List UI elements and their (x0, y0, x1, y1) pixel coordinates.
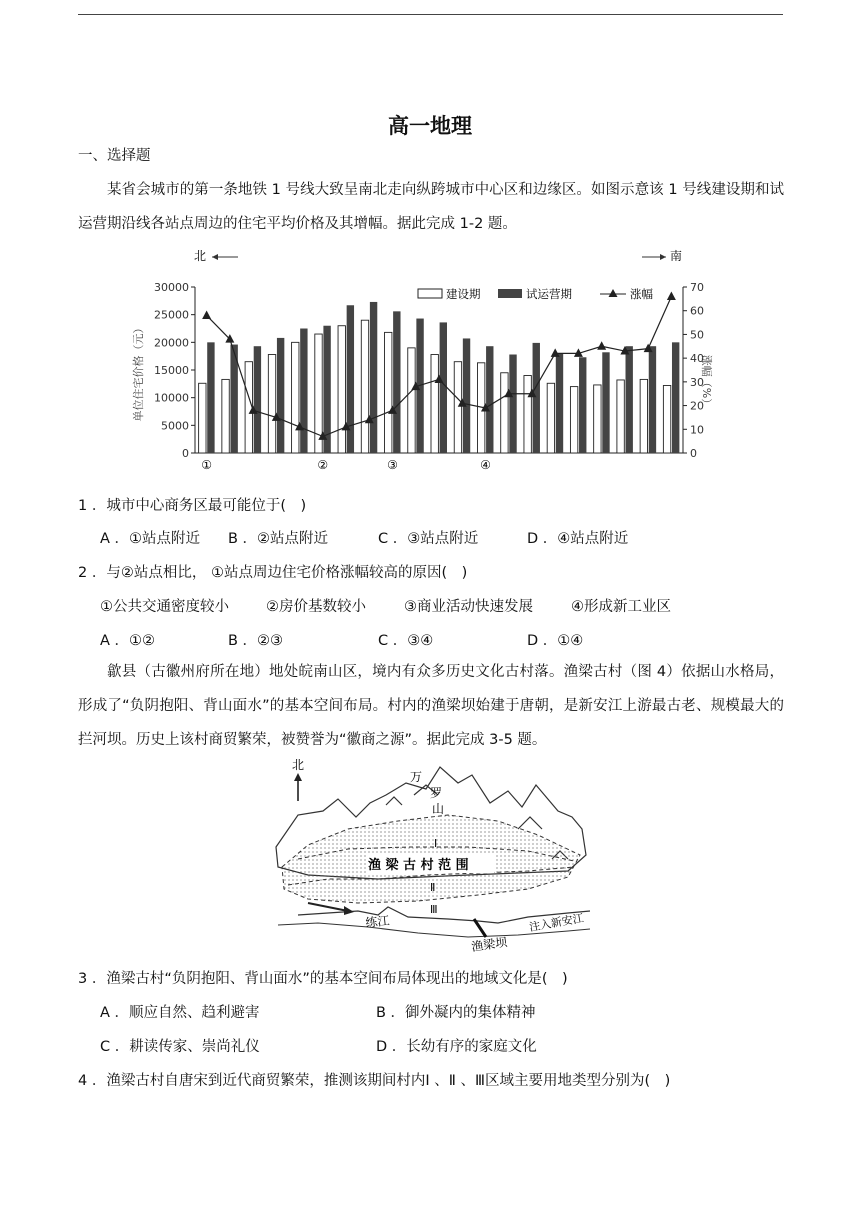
q3-option-c[interactable]: C ．耕读传家、崇尚礼仪 (100, 1039, 260, 1055)
bar-construction (292, 342, 299, 453)
q3-option-b[interactable]: B ．御外凝内的集体精神 (376, 1005, 536, 1021)
q2-option-a[interactable]: A ．①② (100, 633, 156, 649)
bar-construction (570, 387, 577, 453)
station-label: ② (317, 458, 329, 472)
bar-construction (501, 373, 508, 453)
growth-point (551, 348, 560, 357)
growth-point (667, 291, 676, 300)
legend-label-growth: 涨幅 (630, 287, 653, 301)
bar-construction (617, 380, 624, 453)
y-right-tick-label: 70 (690, 281, 704, 294)
bar-trial (207, 342, 214, 453)
station-label: ① (201, 458, 213, 472)
bar-construction (268, 355, 275, 453)
y-tick-label: 5000 (161, 419, 189, 433)
bar-trial (672, 342, 679, 453)
direction-north: 北 (194, 249, 207, 263)
y-right-tick-label: 50 (690, 328, 704, 342)
q2-item-1: ①公共交通密度较小 (100, 599, 229, 615)
q1-option-d[interactable]: D ．④站点附近 (527, 531, 629, 547)
bar-trial (602, 352, 609, 453)
bar-trial (393, 311, 400, 453)
bar-construction (222, 379, 229, 453)
q4-stem: 4 ．渔梁古村自唐宋到近代商贸繁荣，推测该期间村内Ⅰ 、Ⅱ 、Ⅲ区域主要用地类型分别为( ) (78, 1073, 671, 1089)
q2-option-b[interactable]: B ．②③ (228, 633, 284, 649)
y-right-tick-label: 40 (690, 352, 704, 366)
outflow-label: 注入新安江 (528, 911, 585, 934)
bar-construction (361, 320, 368, 453)
bar-construction (547, 383, 554, 453)
zone-3-label: Ⅲ (430, 903, 438, 916)
q2-option-c[interactable]: C ．③④ (378, 633, 434, 649)
y-right-tick-label: 0 (690, 447, 697, 460)
y-tick-label: 30000 (154, 281, 189, 294)
bar-construction (431, 355, 438, 453)
north-arrow-icon (292, 758, 304, 801)
zone-1-label: Ⅰ (434, 837, 438, 850)
bar-construction (245, 362, 252, 453)
bar-trial (626, 346, 633, 453)
bar-construction (640, 379, 647, 453)
q2-option-d[interactable]: D ．①④ (527, 633, 584, 649)
header-rule (78, 14, 783, 15)
bar-construction (199, 383, 206, 453)
q1-option-b[interactable]: B ．②站点附近 (228, 531, 329, 547)
growth-point (202, 310, 211, 319)
bar-construction (594, 385, 601, 453)
q3-option-d[interactable]: D ．长幼有序的家庭文化 (376, 1039, 537, 1055)
bar-construction (663, 385, 670, 453)
y-tick-label: 0 (182, 447, 189, 460)
station-label: ④ (480, 458, 491, 472)
q1-stem: 1 ．城市中心商务区最可能位于( ) (78, 498, 307, 514)
station-label: ③ (387, 458, 398, 472)
bar-trial (300, 329, 307, 454)
y-right-tick-label: 20 (690, 399, 704, 413)
bar-construction (454, 362, 461, 453)
q2-item-4: ④形成新工业区 (571, 599, 671, 615)
q1-option-a[interactable]: A ．①站点附近 (100, 531, 201, 547)
zone-2-label: Ⅱ (430, 881, 436, 894)
y-tick-label: 15000 (154, 364, 189, 377)
bar-trial (277, 338, 284, 453)
bar-construction (408, 348, 415, 453)
bar-trial (579, 357, 586, 453)
bar-trial (347, 305, 354, 453)
q2-item-2: ②房价基数较小 (266, 599, 366, 615)
y-tick-label: 20000 (154, 336, 189, 350)
svg-text:罗: 罗 (430, 786, 443, 800)
y-axis-label: 单位住宅价格（元） (132, 322, 145, 422)
bar-trial (370, 302, 377, 453)
y-tick-label: 10000 (154, 391, 189, 405)
bar-trial (254, 346, 261, 453)
chart-legend (418, 287, 653, 301)
housing-price-chart (130, 244, 713, 476)
bar-trial (649, 346, 656, 453)
bar-trial (509, 355, 516, 453)
bar-trial (556, 353, 563, 453)
yuliang-village-map (268, 755, 598, 955)
section-heading: 一、选择题 (78, 148, 151, 164)
page-title: 高一地理 (388, 114, 472, 138)
q2-item-3: ③商业活动快速发展 (404, 599, 533, 615)
dam-label: 渔梁坝 (470, 935, 509, 954)
bar-trial (440, 322, 447, 453)
q3-stem: 3 ．渔梁古村“负阴抱阳、背山面水”的基本空间布局体现出的地域文化是( ) (78, 971, 568, 987)
direction-labels (194, 248, 682, 263)
bar-trial (463, 338, 470, 453)
y-axis-right-label: 涨幅（%） (700, 354, 713, 410)
legend-label-construction: 建设期 (446, 287, 481, 301)
river-label: 练江 (364, 913, 391, 930)
bar-trial (486, 346, 493, 453)
y-right-tick-label: 30 (690, 375, 704, 389)
passage-2: 歙县（古徽州府所在地）地处皖南山区，境内有众多历史文化古村落。渔梁古村（图 4）依据山水格局，形成了“负阴抱阳、背山面水”的基本空间布局。村内的渔梁坝始建于唐朝，是新安江上游最古老、规模最大的拦河坝。历史上该村商贸繁荣，被赞誉为“徽商之源”。据此完成 3-5 题。 (78, 664, 784, 748)
y-right-tick-label: 10 (690, 423, 704, 437)
bar-construction (385, 332, 392, 453)
growth-point (597, 341, 606, 350)
legend-label-trial: 试运营期 (526, 287, 572, 301)
svg-text:山: 山 (432, 802, 445, 816)
bar-trial (533, 343, 540, 453)
q3-option-a[interactable]: A ．顺应自然、趋利避害 (100, 1005, 260, 1021)
direction-south: 南 (670, 249, 683, 263)
y-tick-label: 25000 (154, 308, 189, 322)
bar-construction (338, 326, 345, 453)
village-label: 渔 梁 古 村 范 围 (368, 858, 469, 873)
bar-construction (524, 376, 531, 453)
q1-option-c[interactable]: C ．③站点附近 (378, 531, 479, 547)
q2-stem: 2 ．与②站点相比， ①站点周边住宅价格涨幅较高的原因( ) (78, 565, 468, 581)
svg-text:万: 万 (410, 770, 423, 784)
y-right-tick-label: 60 (690, 304, 704, 318)
passage-1: 某省会城市的第一条地铁 1 号线大致呈南北走向纵跨城市中心区和边缘区。如图示意该 1 号线建设期和试运营期沿线各站点周边的住宅平均价格及其增幅。据此完成 1-2 题。 (78, 182, 784, 232)
svg-text:北: 北 (292, 758, 305, 772)
